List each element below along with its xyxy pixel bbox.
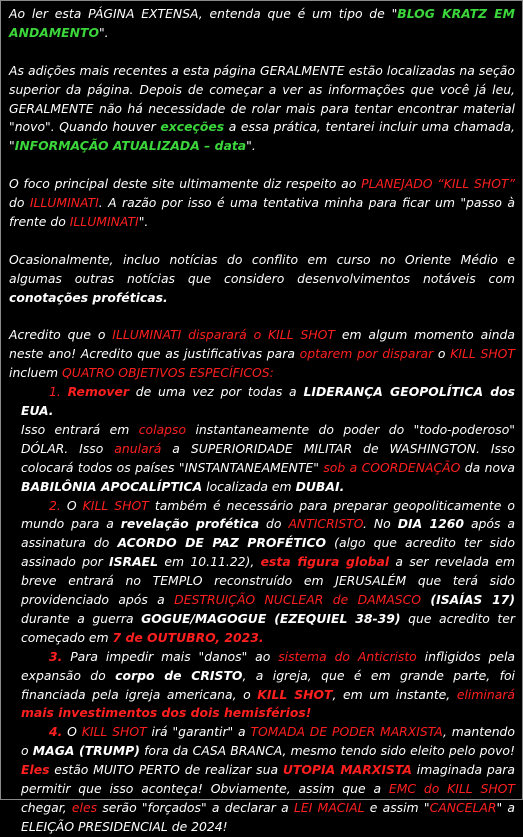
text-run: em 10.11.22), <box>158 554 261 570</box>
text-run: a ser revelada em breve entrará no TEMPLO reconstruído em JERUSALÉM que terá sido providenciado após a <box>21 554 515 608</box>
text-run: optarem por disparar <box>299 346 434 362</box>
text-run: ILLUMINATI <box>29 195 99 211</box>
text-run: a SUPERIORIDADE MILITAR de WASHINGTON. Isso colocará todos os países "INSTANTANEAMENTE" <box>21 440 515 475</box>
text-run: exceções <box>160 119 225 135</box>
text-run: Remover <box>67 384 129 400</box>
text-run: do <box>9 195 30 211</box>
text-run: 7 de OUTUBRO, 2023. <box>112 629 264 645</box>
text-run: também é necessário para preparar geopoliticamente o mundo para a <box>21 497 515 532</box>
text-run: , mantendo o <box>21 724 515 759</box>
text-run: KILL SHOT <box>82 497 149 513</box>
text-run: EMC do KILL SHOT <box>388 781 515 797</box>
objective-3 <box>21 648 515 724</box>
text-run: KILL SHOT <box>257 686 333 702</box>
text-run: o <box>433 346 451 362</box>
text-run: estão MUITO PERTO de realizar sua <box>49 762 283 778</box>
text-run: revelação profética <box>120 516 260 532</box>
text-run: . A razão por isso é uma tentativa minha para ficar um "passo à frente do <box>9 195 515 229</box>
text-run: ANTICRISTO <box>288 516 364 532</box>
text-run: . No <box>363 516 398 532</box>
text-run: DUBAI. <box>295 478 345 494</box>
text-run: em algum momento ainda neste ano! Acredito que as justificativas para <box>9 327 515 362</box>
text-run: após a assinatura do <box>21 516 515 551</box>
text-run: Isso entrará em <box>21 421 139 437</box>
text-run: instantaneamente do poder do "todo-poderoso" DÓLAR. Isso <box>21 421 515 456</box>
text-run: , em um instante, <box>332 686 457 702</box>
text-run: Ocasionalmente, incluo notícias do conflito em curso no Oriente Médio e algumas outras notícias que considero desenvolvimentos notáveis com <box>9 251 515 286</box>
updates-paragraph <box>9 62 515 157</box>
text-run: ISRAEL <box>109 554 159 570</box>
text-run: fora da CASA BRANCA, mesmo tendo sido eleito pelo povo! <box>139 743 515 759</box>
text-run: LEI MACIAL <box>293 800 365 815</box>
text-run: BABILÔNIA APOCALÍPTICA <box>21 478 203 494</box>
text-run: QUATRO OBJETIVOS ESPECÍFICOS: <box>62 365 274 381</box>
text-run: infligidos pela expansão do <box>21 648 515 683</box>
text-run: de uma vez por todas a <box>128 384 304 400</box>
text-run: KILL SHOT <box>81 724 147 740</box>
text-run: durante a guerra <box>21 610 142 626</box>
text-run: da nova <box>460 459 515 475</box>
text-run: ILLUMINATI disparará o KILL SHOT <box>112 327 335 343</box>
objective-2 <box>21 497 515 648</box>
text-run: conotações proféticas. <box>9 289 168 305</box>
text-run: As adições mais recentes a esta página GERALMENTE estão localizadas na seção superior da página. Depois de começar a ver as informações que você já leu, GERALMENTE não há necessidade de rolar mais para tentar encontrar material "novo". Quando houver <box>9 62 515 135</box>
text-run: eliminará <box>456 686 515 702</box>
text-run: DIA 1260 <box>397 516 465 532</box>
text-run: INFORMAÇÃO ATUALIZADA – data <box>14 138 247 154</box>
text-run: corpo de CRISTO <box>115 667 243 683</box>
text-run: esta figura global <box>260 554 390 570</box>
text-run: Ao ler esta PÁGINA EXTENSA, entenda que é um tipo de " <box>9 6 398 21</box>
text-run: O <box>60 497 83 513</box>
paragraph-gap <box>9 43 515 62</box>
objectives-list <box>9 383 515 837</box>
text-run: chegar, <box>21 800 72 815</box>
text-run: do <box>259 516 289 532</box>
text-run: imaginada para permitir que isso aconteça! Obviamente, assim que a <box>21 762 515 797</box>
text-run: 4. <box>49 724 63 740</box>
objective-1 <box>21 383 515 496</box>
intro-paragraph <box>9 5 515 43</box>
text-run: Para impedir mais "danos" ao <box>62 648 279 664</box>
text-run: Eles <box>21 762 50 778</box>
text-run: incluem <box>9 365 63 381</box>
text-run: e assim " <box>364 800 430 815</box>
text-run: sob a COORDENAÇÃO <box>323 459 461 475</box>
text-run: O <box>62 724 82 740</box>
text-run: serão "forçados" a declarar a <box>97 800 294 815</box>
text-run: anulará <box>114 440 162 456</box>
text-run: Acredito que o <box>9 327 113 343</box>
text-run: MAGA (TRUMP) <box>32 743 140 759</box>
text-run: 2. <box>49 497 61 513</box>
text-run: irá "garantir" a <box>146 724 251 740</box>
text-run: , a igreja, que é em grande parte, foi financiada pela igreja americana, o <box>21 667 515 702</box>
text-run: " a ELEIÇÃO PRESIDENCIAL de 2024! <box>21 800 516 834</box>
text-run: (ISAÍAS 17) <box>430 592 515 608</box>
paragraph-gap <box>9 156 515 175</box>
text-run: ". <box>98 24 109 40</box>
text-run: PLANEJADO “KILL SHOT” <box>361 176 515 192</box>
kill-shot-paragraph <box>9 326 515 383</box>
text-run: a essa prática, tentarei incluir uma chamada, " <box>9 119 515 154</box>
text-run: (algo que acredito ter sido assinado por <box>21 535 515 570</box>
text-run: 3. <box>49 648 63 664</box>
paragraph-gap <box>9 307 515 326</box>
text-run: que acredito ter começado em <box>21 610 515 645</box>
text-run: KILL SHOT <box>450 346 515 362</box>
text-run: DESTRUIÇÃO NUCLEAR de DAMASCO <box>174 592 422 608</box>
text-run: ". <box>138 213 149 229</box>
text-run: O foco principal deste site ultimamente diz respeito ao <box>9 176 362 192</box>
objective-4 <box>21 723 515 836</box>
text-run: LIDERANÇA GEOPOLÍTICA dos EUA. <box>21 384 516 418</box>
news-paragraph <box>9 251 515 308</box>
text-run: ACORDO DE PAZ PROFÉTICO <box>117 535 327 551</box>
text-run: ILLUMINATI <box>69 213 139 229</box>
text-run: ". <box>246 138 256 154</box>
text-run: 1. <box>49 384 68 400</box>
paragraph-gap <box>9 232 515 251</box>
text-run: localizada em <box>202 478 296 494</box>
text-run: mais investimentos dos dois hemisférios! <box>21 705 312 721</box>
text-run: GOGUE/MAGOGUE (EZEQUIEL 38-39) <box>141 610 401 626</box>
text-run: CANCELAR <box>429 800 497 815</box>
text-run: UTOPIA MARXISTA <box>282 762 412 778</box>
text-run: BLOG KRATZ EM ANDAMENTO <box>9 6 515 40</box>
focus-paragraph <box>9 175 515 232</box>
text-run: eles <box>71 800 98 815</box>
text-run: colapso <box>138 421 187 437</box>
text-run: sistema do Anticristo <box>278 648 417 664</box>
text-run: TOMADA DE PODER MARXISTA <box>250 724 443 740</box>
